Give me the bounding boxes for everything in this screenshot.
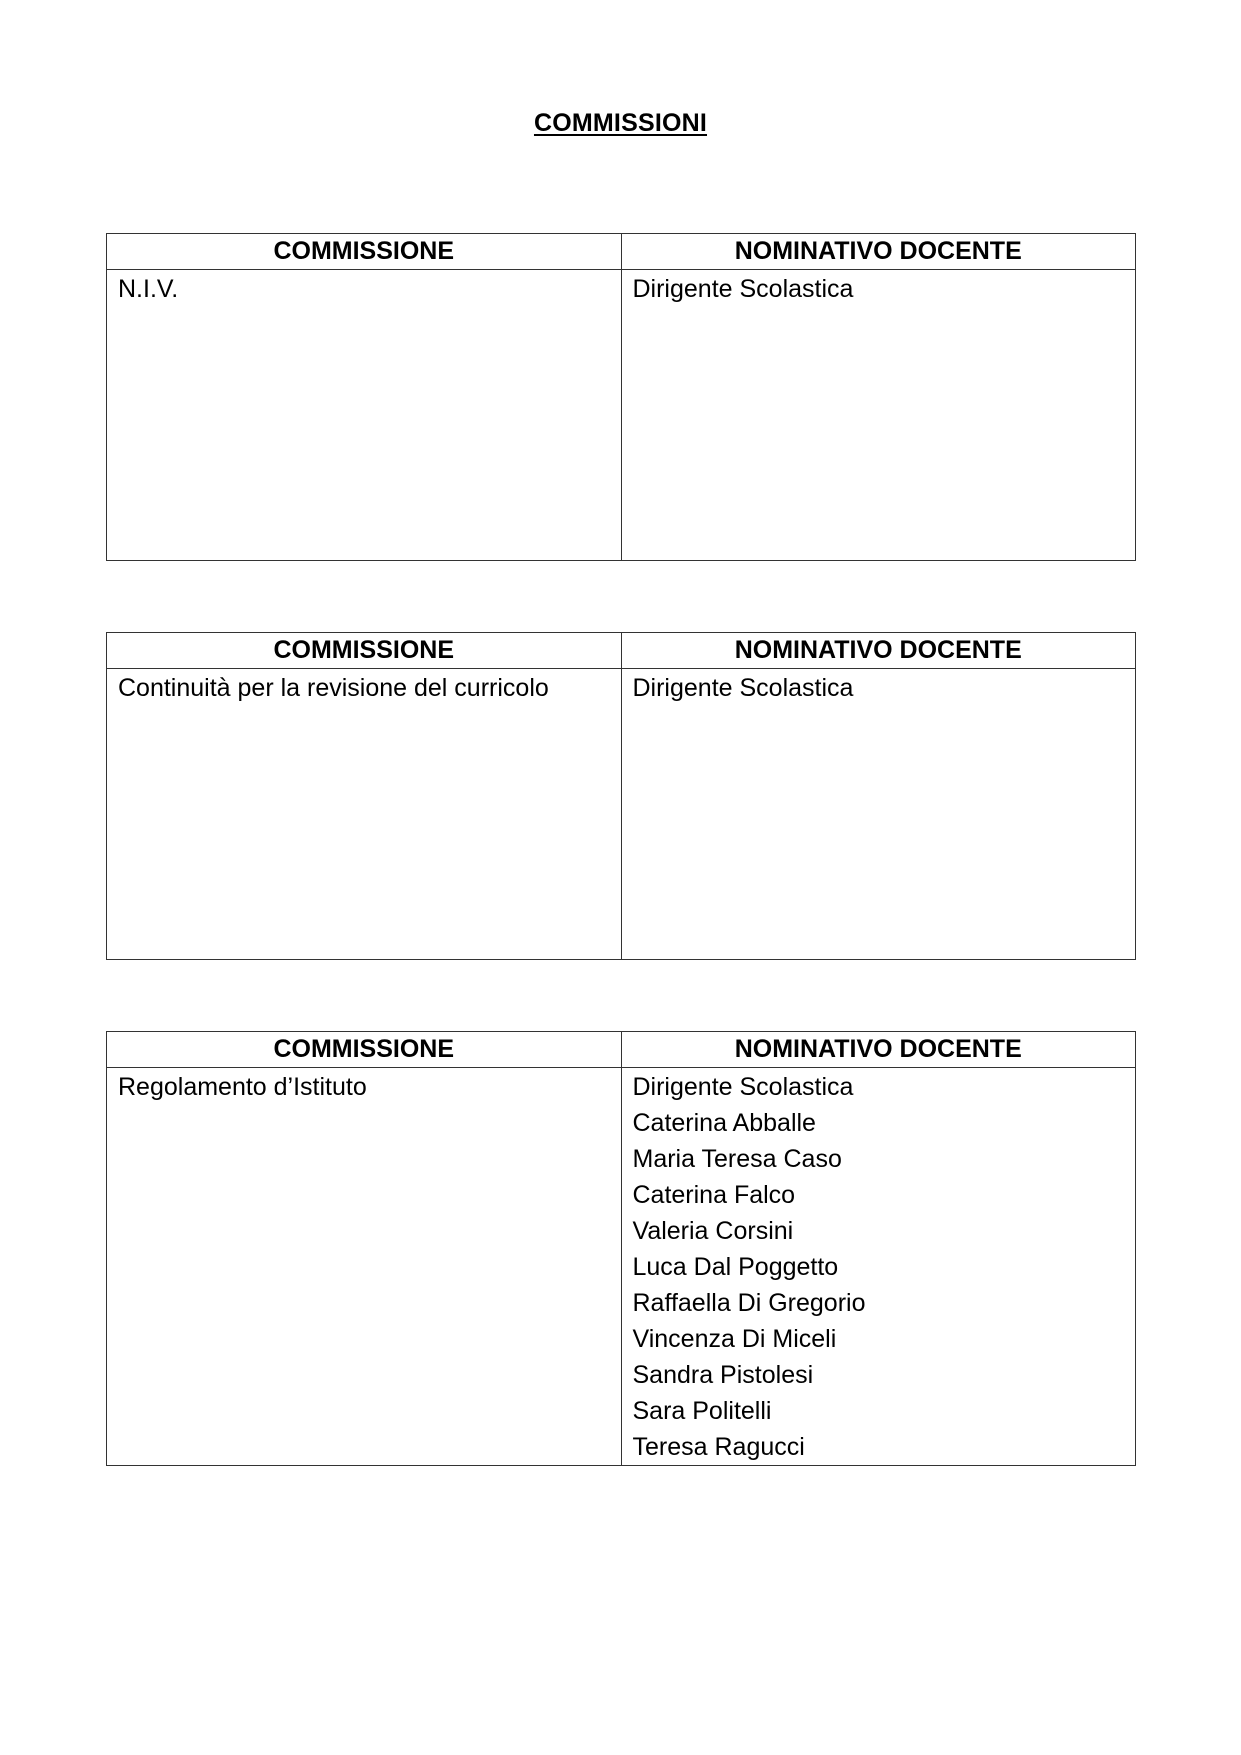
commission-table-regolamento	[106, 1031, 1136, 1466]
member-name: Dirigente Scolastica	[632, 1073, 854, 1101]
table-header-row	[107, 1032, 1136, 1068]
commission-name: Continuità per la revisione del curricolo	[107, 669, 622, 960]
commission-table-niv	[106, 233, 1136, 561]
members-cell	[621, 669, 1136, 960]
commission-name: Regolamento d’Istituto	[107, 1068, 622, 1466]
member-name: Maria Teresa Caso	[632, 1145, 842, 1173]
member-name: Dirigente Scolastica	[632, 674, 854, 702]
member-name: Teresa Ragucci	[632, 1433, 805, 1461]
member-name: Sandra Pistolesi	[632, 1361, 814, 1389]
member-name: Caterina Abballe	[632, 1109, 816, 1137]
header-nominativo-docente: NOMINATIVO DOCENTE	[621, 633, 1136, 669]
member-name: Caterina Falco	[632, 1181, 796, 1209]
header-commissione: COMMISSIONE	[107, 234, 622, 270]
table-row	[107, 270, 1136, 561]
members-cell	[621, 1068, 1136, 1466]
member-name: Dirigente Scolastica	[632, 275, 854, 303]
commission-name: N.I.V.	[107, 270, 622, 561]
member-name: Sara Politelli	[632, 1397, 772, 1425]
header-commissione: COMMISSIONE	[107, 1032, 622, 1068]
table-header-row	[107, 633, 1136, 669]
table-row	[107, 669, 1136, 960]
member-name: Vincenza Di Miceli	[632, 1325, 837, 1353]
member-name: Valeria Corsini	[632, 1217, 794, 1245]
header-commissione: COMMISSIONE	[107, 633, 622, 669]
table-row	[107, 1068, 1136, 1466]
page-title: COMMISSIONI	[533, 109, 708, 137]
member-name: Luca Dal Poggetto	[632, 1253, 839, 1281]
header-nominativo-docente: NOMINATIVO DOCENTE	[621, 234, 1136, 270]
table-header-row	[107, 234, 1136, 270]
commission-table-continuita	[106, 632, 1136, 960]
members-cell	[621, 270, 1136, 561]
member-name: Raffaella Di Gregorio	[632, 1289, 866, 1317]
header-nominativo-docente: NOMINATIVO DOCENTE	[621, 1032, 1136, 1068]
